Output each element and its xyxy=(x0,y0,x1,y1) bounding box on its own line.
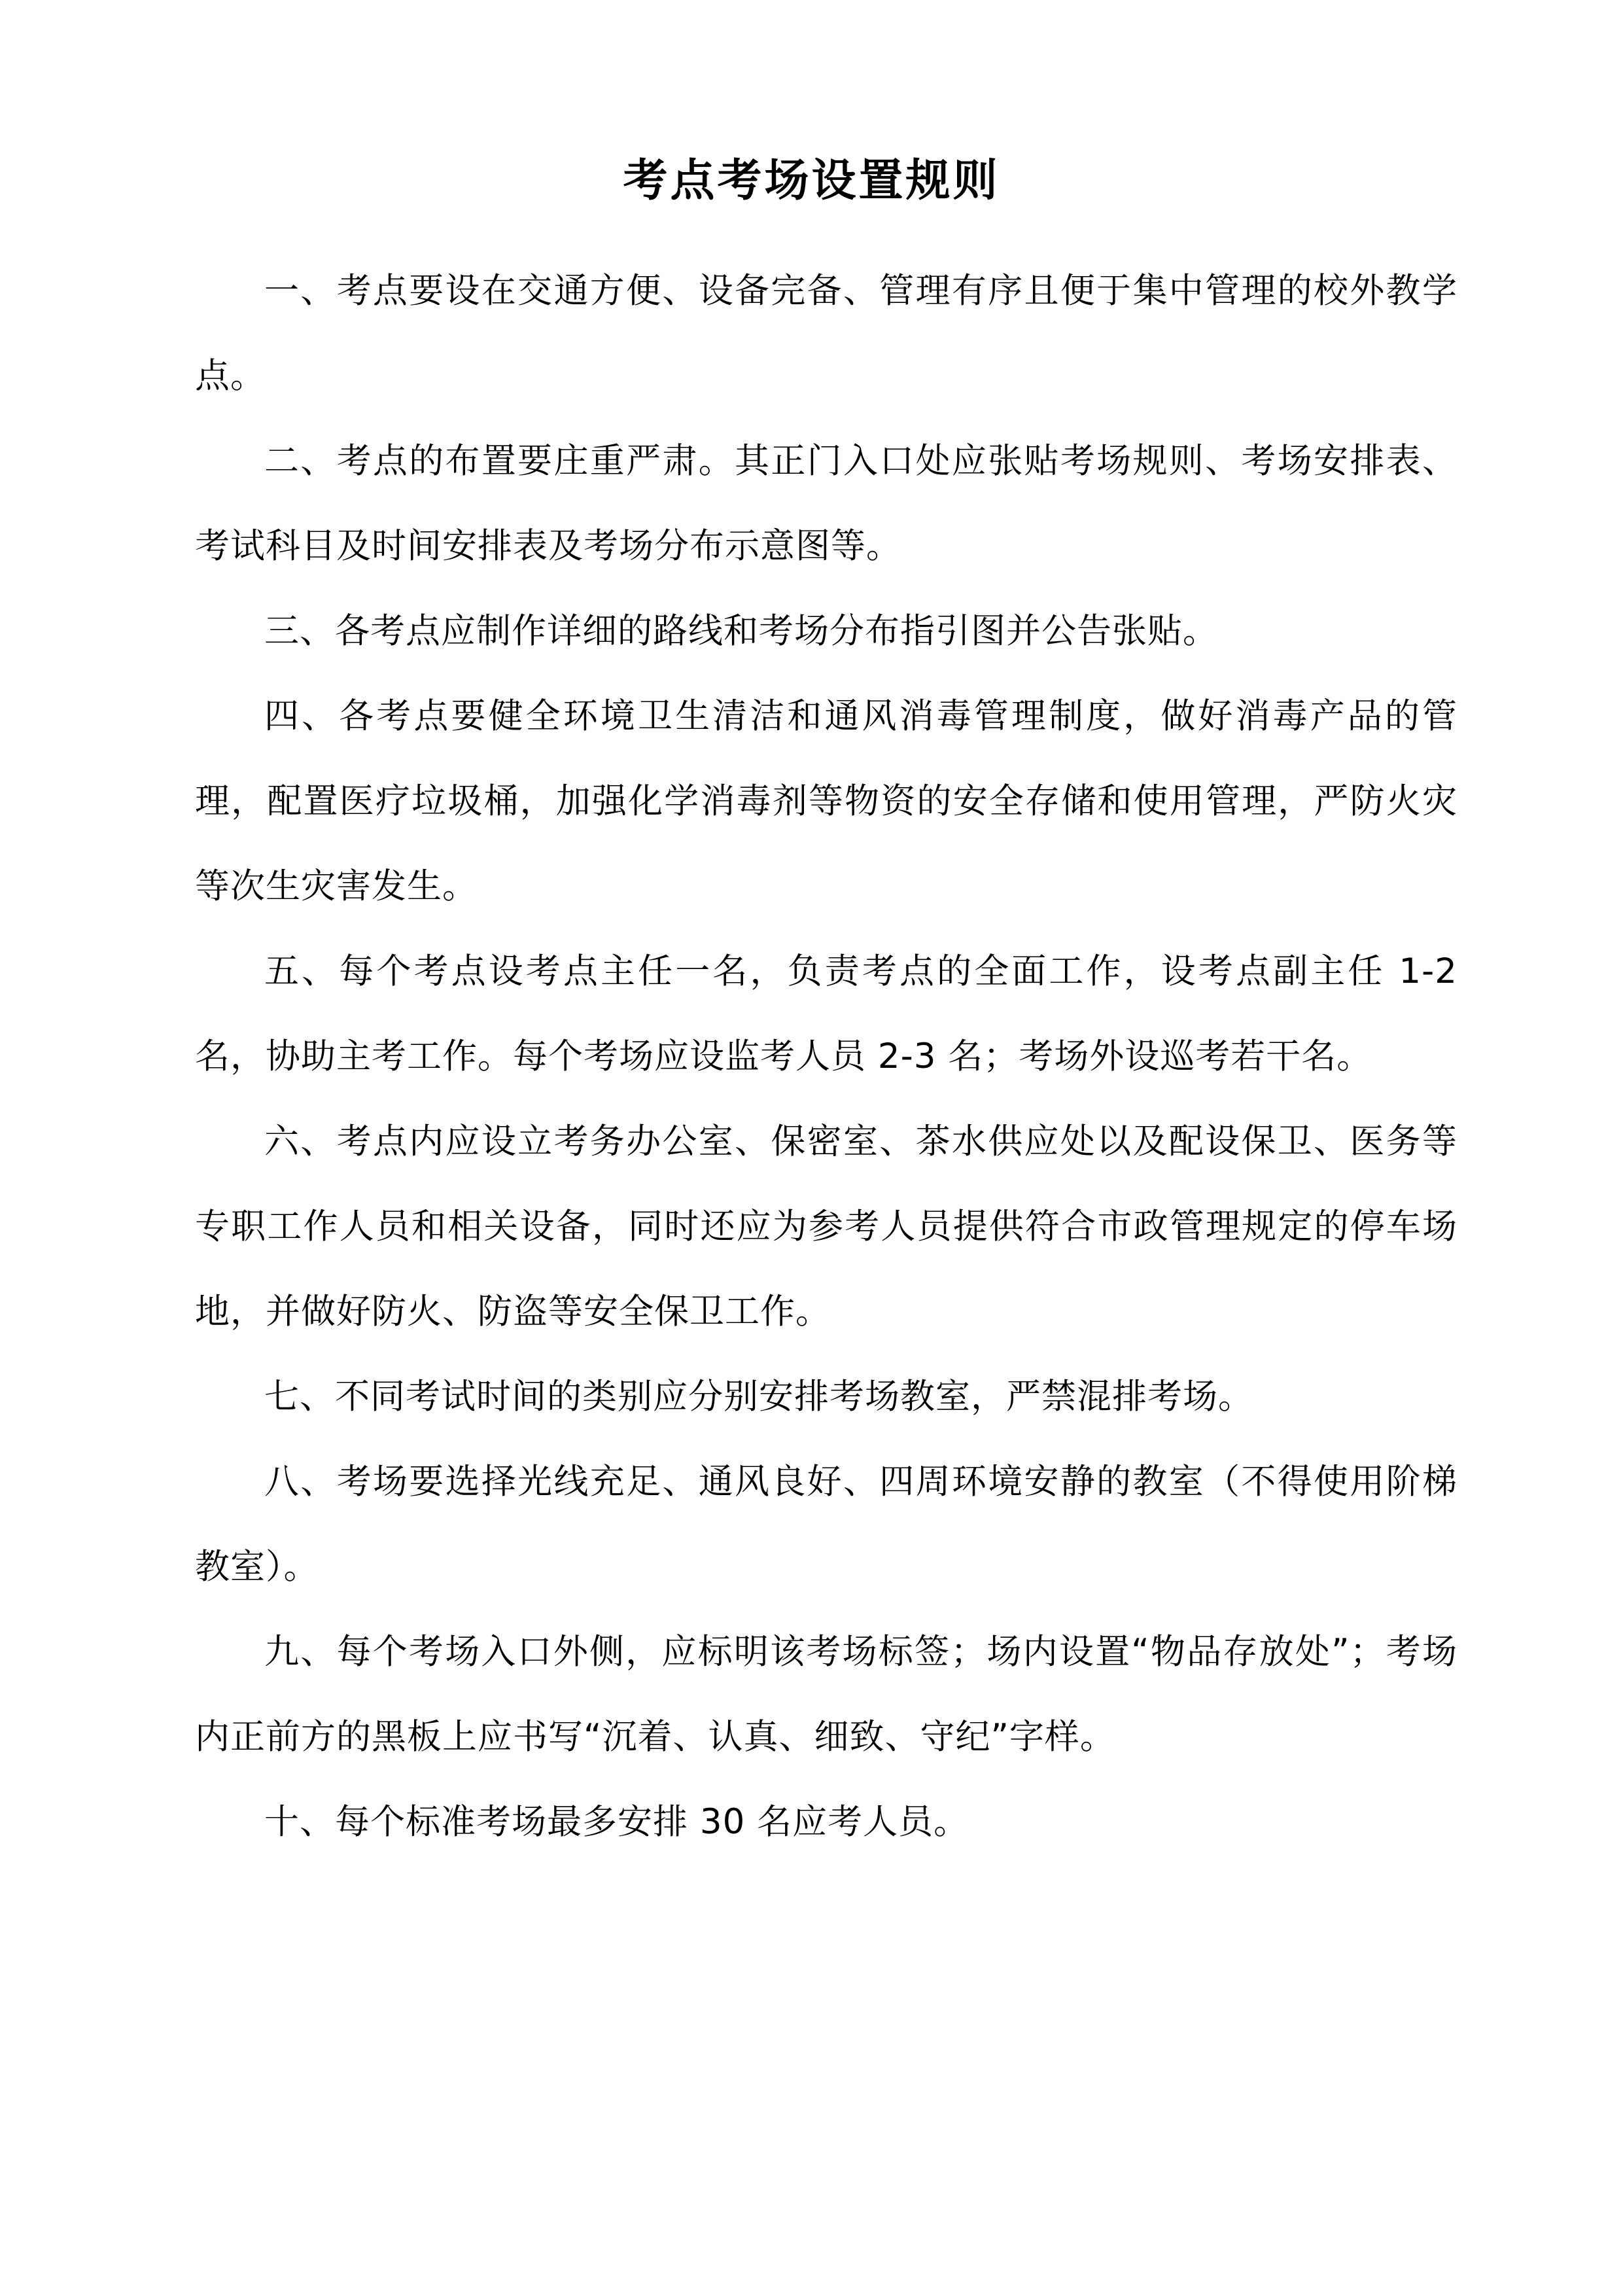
rule-6: 六、考点内应设立考务办公室、保密室、茶水供应处以及配设保卫、医务等专职工作人员和相关设备，同时还应为参考人员提供符合市政管理规定的停车场地，并做好防火、防盗等安全保卫工作。 xyxy=(195,1122,1457,1332)
rule-2: 二、考点的布置要庄重严肃。其正门入口处应张贴考场规则、考场安排表、考试科目及时间安排表及考场分布示意图等。 xyxy=(195,441,1457,566)
rule-10: 十、每个标准考场最多安排 30 名应考人员。 xyxy=(264,1802,969,1842)
rule-3: 三、各考点应制作详细的路线和考场分布指引图并公告张贴。 xyxy=(264,611,1218,651)
rule-8: 八、考场要选择光线充足、通风良好、四周环境安静的教室（不得使用阶梯教室）。 xyxy=(195,1462,1457,1587)
rule-5: 五、每个考点设考点主任一名，负责考点的全面工作，设考点副主任 1-2 名，协助主考工作。每个考场应设监考人员 2-3 名；考场外设巡考若干名。 xyxy=(195,951,1457,1076)
rule-7: 七、不同考试时间的类别应分别安排考场教室，严禁混排考场。 xyxy=(264,1377,1253,1417)
rule-9: 九、每个考场入口外侧，应标明该考场标签；场内设置“物品存放处”；考场内正前方的黑板上应书写“沉着、认真、细致、守纪”字样。 xyxy=(195,1632,1457,1757)
document-title: 考点考场设置规则 xyxy=(623,155,1000,207)
rule-4: 四、各考点要健全环境卫生清洁和通风消毒管理制度，做好消毒产品的管理，配置医疗垃圾桶，加强化学消毒剂等物资的安全存储和使用管理，严防火灾等次生灾害发生。 xyxy=(195,696,1457,906)
rule-1: 一、考点要设在交通方便、设备完备、管理有序且便于集中管理的校外教学点。 xyxy=(195,271,1457,396)
rules-list xyxy=(195,249,1457,1865)
